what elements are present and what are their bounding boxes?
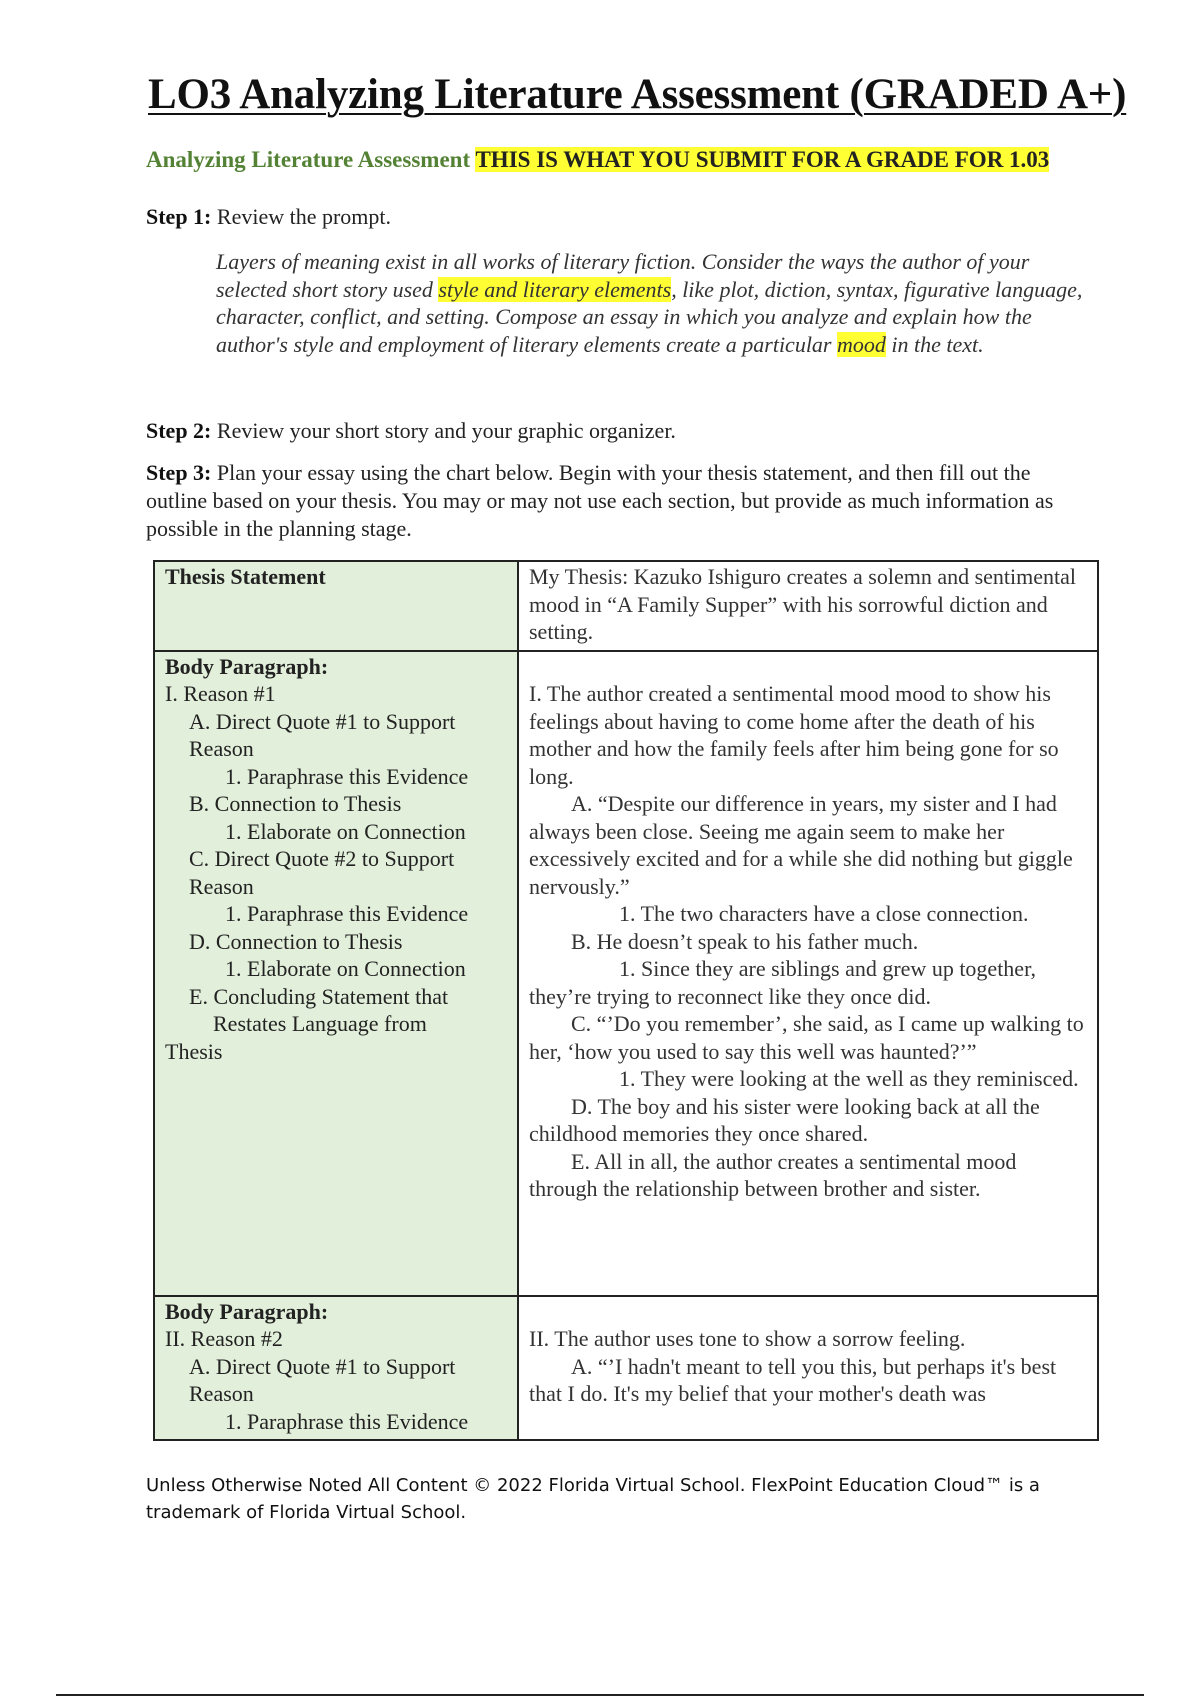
outline-2-quote-1: A. Direct Quote #1 to Support Reason xyxy=(189,1353,456,1406)
outline-elaborate-1: 1. Elaborate on Connection xyxy=(225,818,466,844)
body-1-response-cell xyxy=(518,651,1098,1296)
response-2-reason: II. The author uses tone to show a sorrow feeling. xyxy=(529,1326,966,1351)
outline-reason: I. Reason #1 xyxy=(165,681,276,706)
thesis-text: My Thesis: Kazuko Ishiguro creates a solemn and sentimental mood in “A Family Supper” with his sorrowful diction and setting. xyxy=(529,564,1077,644)
subtitle-highlight-text: THIS IS WHAT YOU SUBMIT FOR A GRADE FOR 1.03 xyxy=(475,147,1050,172)
response-connection-1: B. He doesn’t speak to his father much. xyxy=(571,928,919,954)
subtitle-green-text: Analyzing Literature Assessment xyxy=(146,147,471,172)
step-1-label: Step 1: xyxy=(146,204,212,229)
copyright-footer: Unless Otherwise Noted All Content © 2022 Florida Virtual School. FlexPoint Education Cloud™ is a trademark of Florida Virtual School. xyxy=(146,1475,1040,1523)
response-2-quote-1: A. “’I hadn't meant to tell you this, but perhaps it's best that I do. It's my belief that your mother's death was xyxy=(529,1353,1057,1406)
outline-paraphrase-2: 1. Paraphrase this Evidence xyxy=(225,901,469,926)
body-2-response-cell xyxy=(518,1296,1098,1441)
essay-planning-chart xyxy=(153,560,1099,1441)
page-bottom-rule xyxy=(56,1694,1144,1696)
prompt-text-2: , like plot, diction, syntax, figurative language, character, conflict, and setting. Compose an essay in which you analyze and explain how the author's style and employment of literary elements create a particular xyxy=(216,276,1083,357)
step-3 xyxy=(146,459,1086,543)
step-3-label: Step 3: xyxy=(146,460,212,485)
thesis-label: Thesis Statement xyxy=(165,564,326,589)
body-1-heading: Body Paragraph: xyxy=(165,653,329,679)
outline-concluding-b: Restates Language from xyxy=(213,1011,427,1036)
step-3-text: Plan your essay using the chart below. Begin with your thesis statement, and then fill out the outline based on your thesis. You may or may not use each section, but provide as much information as possible in the planning stage. xyxy=(146,460,1054,541)
prompt-text-3: in the text. xyxy=(885,331,984,357)
response-reason: I. The author created a sentimental mood mood to show his feelings about having to come home after the death of his mother and how the family feels after him being gone for so long. xyxy=(529,681,1059,789)
outline-2-reason: II. Reason #2 xyxy=(165,1326,283,1351)
step-2-label: Step 2: xyxy=(146,418,212,443)
outline-elaborate-2: 1. Elaborate on Connection xyxy=(225,956,466,981)
outline-concluding-a: E. Concluding Statement that xyxy=(189,983,449,1009)
body-1-outline-cell xyxy=(154,651,518,1296)
step-2 xyxy=(146,417,1086,445)
response-paraphrase-1: 1. The two characters have a close connection. xyxy=(619,901,1029,926)
outline-quote-1: A. Direct Quote #1 to Support Reason xyxy=(189,708,456,761)
body-2-heading: Body Paragraph: xyxy=(165,1298,329,1324)
outline-quote-2: C. Direct Quote #2 to Support Reason xyxy=(189,846,455,899)
step-1-text: Review the prompt. xyxy=(216,204,392,229)
thesis-text-cell xyxy=(518,561,1098,651)
essay-prompt xyxy=(216,248,1096,358)
response-paraphrase-2: 1. They were looking at the well as they reminisced. xyxy=(619,1066,1079,1091)
outline-connection-2: D. Connection to Thesis xyxy=(189,928,403,954)
thesis-label-cell xyxy=(154,561,518,651)
outline-concluding-c: Thesis xyxy=(165,1038,223,1064)
outline-connection-1: B. Connection to Thesis xyxy=(189,791,402,816)
body-paragraph-1-row xyxy=(154,651,1098,1296)
prompt-highlight-mood: mood xyxy=(837,331,886,357)
thesis-row xyxy=(154,561,1098,651)
response-elaborate-1: 1. Since they are siblings and grew up together, they’re trying to reconnect like they once did. xyxy=(529,956,1037,1009)
body-paragraph-2-row xyxy=(154,1296,1098,1441)
outline-2-paraphrase-1: 1. Paraphrase this Evidence xyxy=(225,1408,469,1434)
response-connection-2: D. The boy and his sister were looking back at all the childhood memories they once shared. xyxy=(529,1093,1040,1146)
assessment-subtitle xyxy=(146,145,1076,174)
prompt-highlight-style: style and literary elements xyxy=(438,276,672,302)
step-2-text: Review your short story and your graphic organizer. xyxy=(216,418,676,443)
body-2-outline-cell xyxy=(154,1296,518,1441)
response-quote-1: A. “Despite our difference in years, my sister and I had always been close. Seeing me again seem to make her excessively excited and for a while she did nothing but giggle nervously.” xyxy=(529,791,1073,899)
response-quote-2: C. “’Do you remember’, she said, as I came up walking to her, ‘how you used to say this well was haunted?’” xyxy=(529,1011,1084,1064)
response-concluding: E. All in all, the author creates a sentimental mood through the relationship between brother and sister. xyxy=(529,1148,1017,1201)
page-title: LO3 Analyzing Literature Assessment (GRADED A+) xyxy=(148,71,1127,118)
prompt-text-1: Layers of meaning exist in all works of literary fiction. Consider the ways the author of your selected short story used xyxy=(216,249,1030,302)
step-1 xyxy=(146,203,1086,231)
outline-paraphrase-1: 1. Paraphrase this Evidence xyxy=(225,763,469,789)
